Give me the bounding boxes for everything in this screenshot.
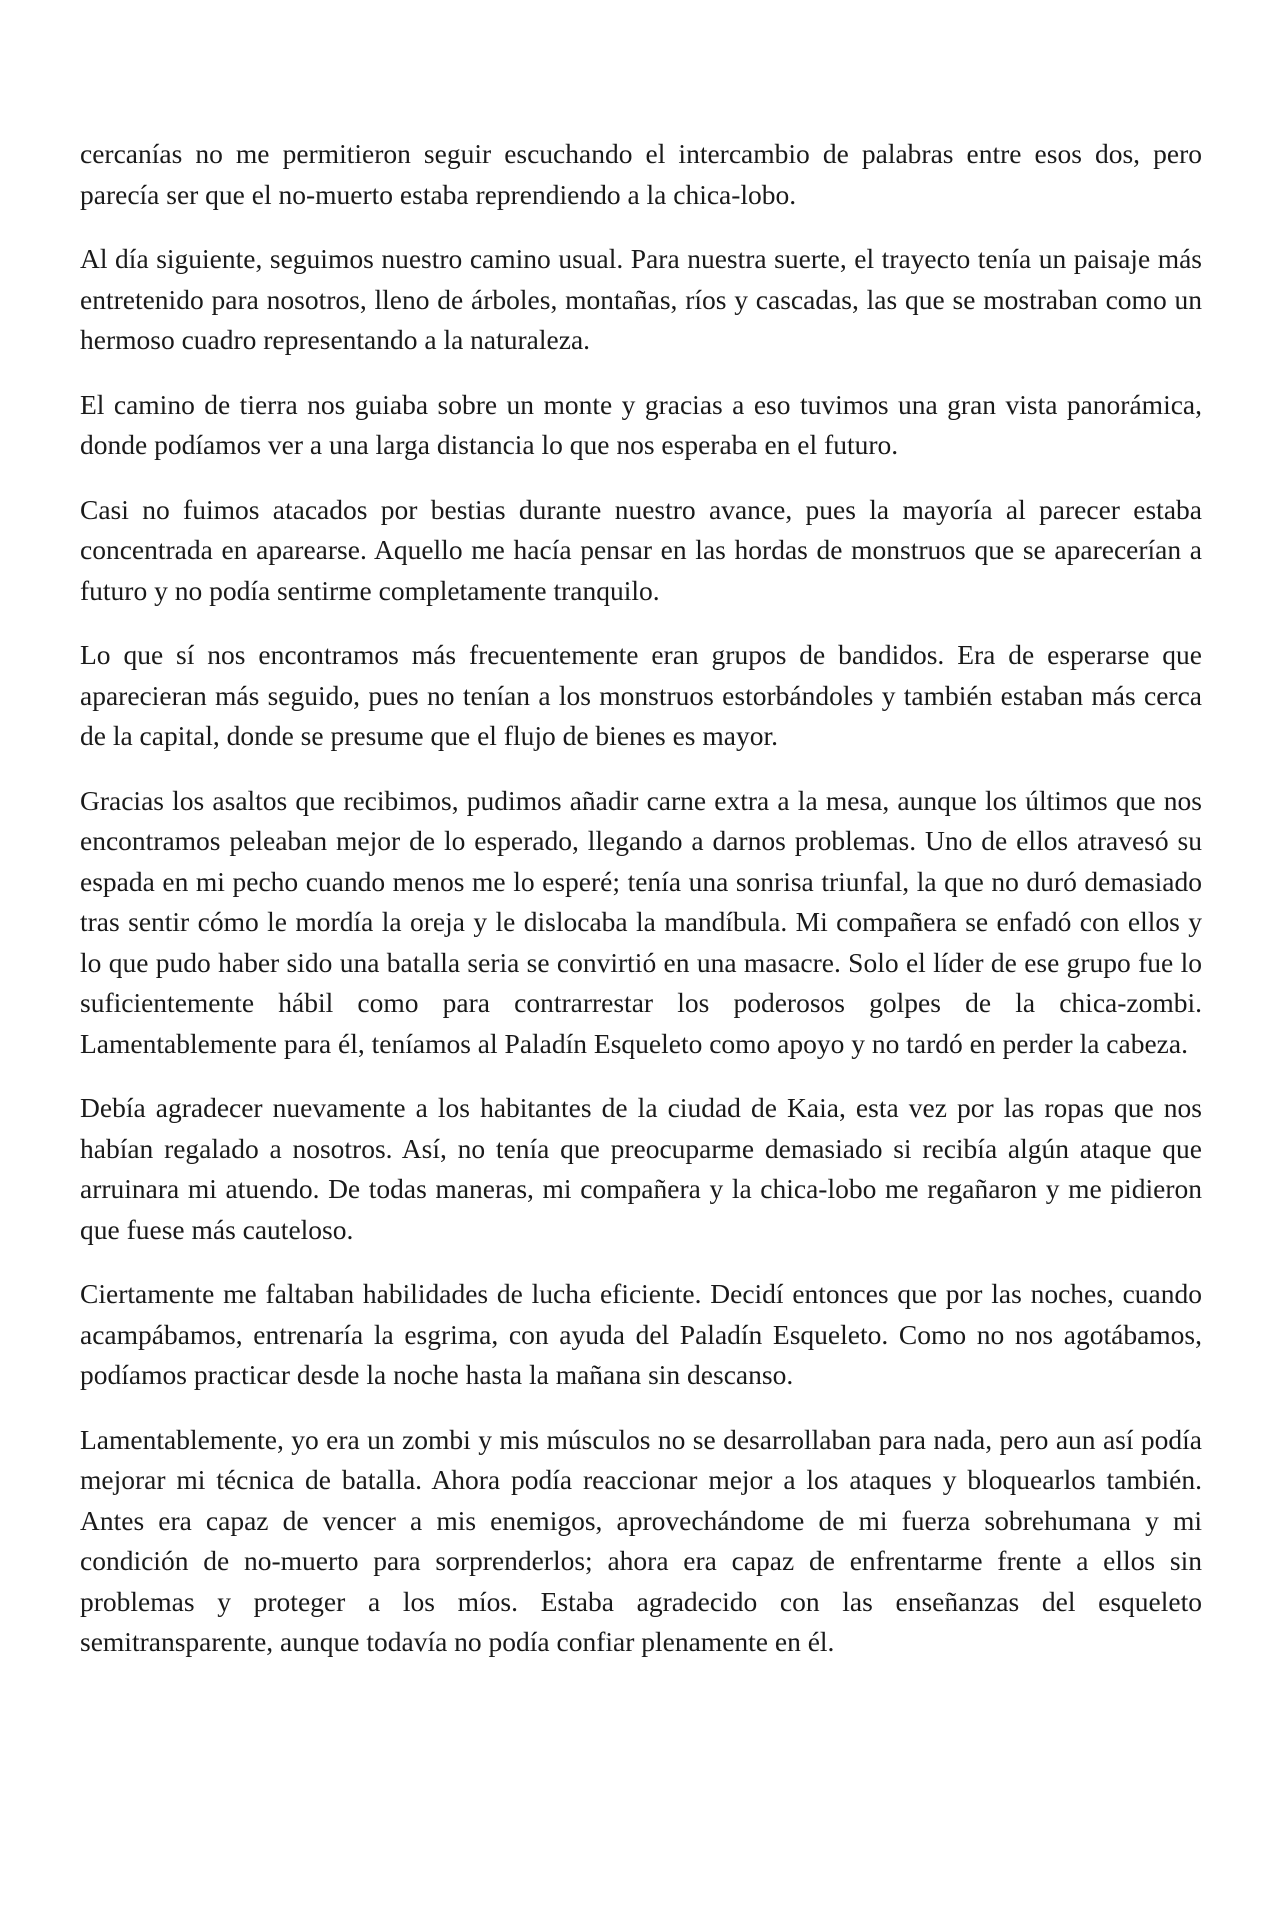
document-page xyxy=(80,134,1202,1687)
paragraph-3: El camino de tierra nos guiaba sobre un monte y gracias a eso tuvimos una gran vista panorámica, donde podíamos ver a una larga distancia lo que nos esperaba en el futuro. xyxy=(80,388,1202,460)
paragraph-4: Casi no fuimos atacados por bestias durante nuestro avance, pues la mayoría al parecer estaba concentrada en aparearse. Aquello me hacía pensar en las hordas de monstruos que se aparecerían a futuro y no podía sentirme completamente tranquilo. xyxy=(80,493,1202,606)
paragraph-9: Lamentablemente, yo era un zombi y mis músculos no se desarrollaban para nada, pero aun así podía mejorar mi técnica de batalla. Ahora podía reaccionar mejor a los ataques y bloquearlos también. Antes era capaz de vencer a mis enemigos, aprovechándome de mi fuerza sobrehumana y mi condición de no-muerto para sorprenderlos; ahora era capaz de enfrentarme frente a ellos sin problemas y proteger a los míos. Estaba agradecido con las enseñanzas del esqueleto semitransparente, aunque todavía no podía confiar plenamente en él. xyxy=(80,1423,1202,1657)
paragraph-1: cercanías no me permitieron seguir escuchando el intercambio de palabras entre esos dos, pero parecía ser que el no-muerto estaba reprendiendo a la chica-lobo. xyxy=(80,138,1202,210)
paragraph-5: Lo que sí nos encontramos más frecuentemente eran grupos de bandidos. Era de esperarse que aparecieran más seguido, pues no tenían a los monstruos estorbándoles y también estaban más cerca de la capital, donde se presume que el flujo de bienes es mayor. xyxy=(80,639,1202,751)
paragraph-7: Debía agradecer nuevamente a los habitantes de la ciudad de Kaia, esta vez por las ropas que nos habían regalado a nosotros. Así, no tenía que preocuparme demasiado si recibía algún ataque que arruinara mi atuendo. De todas maneras, mi compañera y la chica-lobo me regañaron y me pidieron que fuese más cauteloso. xyxy=(80,1092,1202,1245)
paragraph-2: Al día siguiente, seguimos nuestro camino usual. Para nuestra suerte, el trayecto tenía un paisaje más entretenido para nosotros, lleno de árboles, montañas, ríos y cascadas, las que se mostraban como un hermoso cuadro representando a la naturaleza. xyxy=(80,243,1202,355)
paragraph-6: Gracias los asaltos que recibimos, pudimos añadir carne extra a la mesa, aunque los últimos que nos encontramos peleaban mejor de lo esperado, llegando a darnos problemas. Uno de ellos atravesó su espada en mi pecho cuando menos me lo esperé; tenía una sonrisa triunfal, la que no duró demasiado tras sentir cómo le mordía la oreja y le dislocaba la mandíbula. Mi compañera se enfadó con ellos y lo que pudo haber sido una batalla seria se convirtió en una masacre. Solo el líder de ese grupo fue lo suficientemente hábil como para contrarrestar los poderosos golpes de la chica-zombi. Lamentablemente para él, teníamos al Paladín Esqueleto como apoyo y no tardó en perder la cabeza. xyxy=(80,784,1202,1059)
paragraph-8: Ciertamente me faltaban habilidades de lucha eficiente. Decidí entonces que por las noches, cuando acampábamos, entrenaría la esgrima, con ayuda del Paladín Esqueleto. Como no nos agotábamos, podíamos practicar desde la noche hasta la mañana sin descanso. xyxy=(80,1278,1202,1390)
